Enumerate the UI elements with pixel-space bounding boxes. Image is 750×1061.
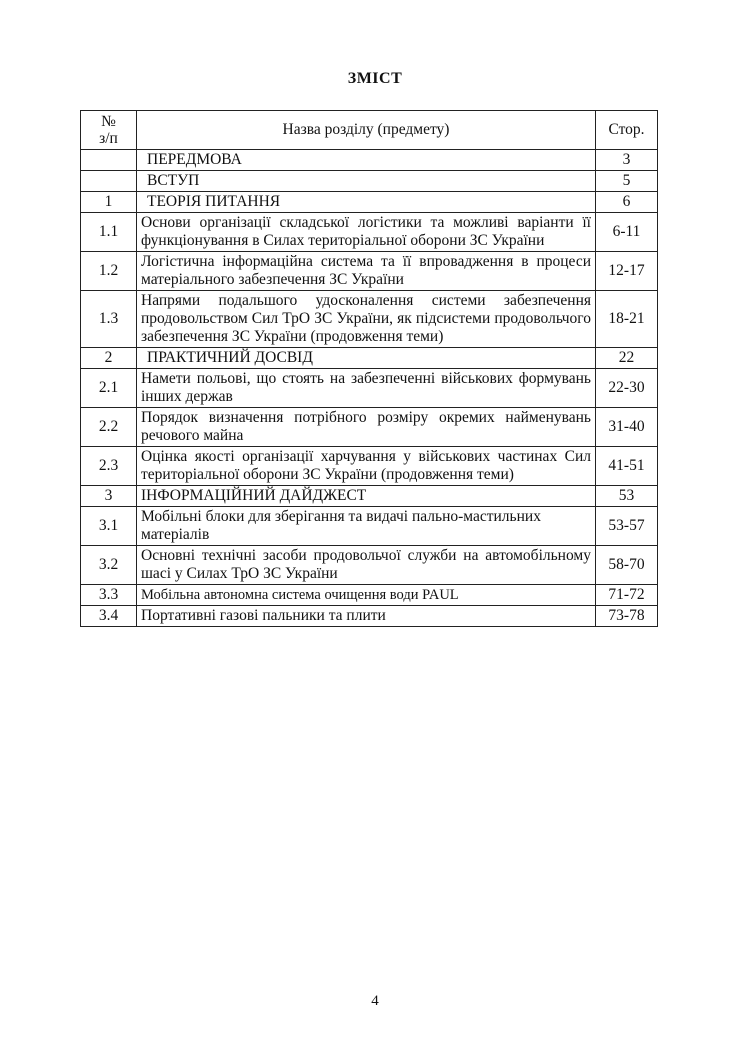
- header-page: Стор.: [596, 111, 658, 150]
- header-section-name: Назва розділу (предмету): [137, 111, 596, 150]
- row-title: ВСТУП: [137, 171, 596, 192]
- table-row: [81, 447, 658, 486]
- row-number: 3.2: [81, 546, 137, 585]
- row-title: ПЕРЕДМОВА: [137, 150, 596, 171]
- row-title: Напрями подальшого удосконалення системи забезпечення продовольством Сил ТрО ЗС України, як підсистеми продовольчого забезпечення ЗС України (продовження теми): [137, 291, 596, 348]
- row-page: 6: [596, 192, 658, 213]
- table-row: [81, 369, 658, 408]
- row-page: 22-30: [596, 369, 658, 408]
- table-row: [81, 585, 658, 606]
- row-number: 2.1: [81, 369, 137, 408]
- header-number: [81, 111, 137, 150]
- table-row: [81, 408, 658, 447]
- row-page: 41-51: [596, 447, 658, 486]
- row-number: [81, 171, 137, 192]
- row-number: 2.2: [81, 408, 137, 447]
- row-title: Основні технічні засоби продовольчої служби на автомобільному шасі у Силах ТрО ЗС України: [137, 546, 596, 585]
- row-page: 71-72: [596, 585, 658, 606]
- table-row: [81, 507, 658, 546]
- row-title: Порядок визначення потрібного розміру окремих найменувань речового майна: [137, 408, 596, 447]
- table-row: [81, 171, 658, 192]
- row-number: 2.3: [81, 447, 137, 486]
- row-number: 3: [81, 486, 137, 507]
- table-header-row: [81, 111, 658, 150]
- row-title: ІНФОРМАЦІЙНИЙ ДАЙДЖЕСТ: [137, 486, 596, 507]
- row-title: Оцінка якості організації харчування у військових частинах Сил територіальної оборони ЗС України (продовження теми): [137, 447, 596, 486]
- row-number: 1.1: [81, 213, 137, 252]
- table-row: [81, 252, 658, 291]
- row-page: 73-78: [596, 606, 658, 627]
- row-number: 3.4: [81, 606, 137, 627]
- row-number: 2: [81, 348, 137, 369]
- row-title: Мобільні блоки для зберігання та видачі пально-мастильних матеріалів: [137, 507, 596, 546]
- row-page: 5: [596, 171, 658, 192]
- row-title: Основи організації складської логістики та можливі варіанти її функціонування в Силах територіальної оборони ЗС України: [137, 213, 596, 252]
- row-page: 12-17: [596, 252, 658, 291]
- row-title: Портативні газові пальники та плити: [137, 606, 596, 627]
- page-title: ЗМІСТ: [347, 70, 403, 87]
- table-row: [81, 213, 658, 252]
- row-number: 3.3: [81, 585, 137, 606]
- header-number-symbol: №: [101, 113, 116, 130]
- table-row: [81, 192, 658, 213]
- page-number: 4: [371, 993, 379, 1009]
- row-page: 22: [596, 348, 658, 369]
- row-page: 31-40: [596, 408, 658, 447]
- row-title: Намети польові, що стоять на забезпеченні військових формувань інших держав: [137, 369, 596, 408]
- table-row: [81, 291, 658, 348]
- row-number: 3.1: [81, 507, 137, 546]
- row-number: 1.2: [81, 252, 137, 291]
- row-number: [81, 150, 137, 171]
- row-title: ТЕОРІЯ ПИТАННЯ: [137, 192, 596, 213]
- table-row: [81, 150, 658, 171]
- row-number: 1.3: [81, 291, 137, 348]
- row-page: 6-11: [596, 213, 658, 252]
- table-row: [81, 348, 658, 369]
- row-page: 18-21: [596, 291, 658, 348]
- row-title: ПРАКТИЧНИЙ ДОСВІД: [137, 348, 596, 369]
- row-page: 3: [596, 150, 658, 171]
- row-page: 53: [596, 486, 658, 507]
- table-row: [81, 606, 658, 627]
- row-number: 1: [81, 192, 137, 213]
- header-number-abbr: з/п: [99, 130, 118, 147]
- row-title: Мобільна автономна система очищення води PAUL: [137, 585, 596, 606]
- table-row: [81, 546, 658, 585]
- row-page: 58-70: [596, 546, 658, 585]
- table-of-contents: [80, 110, 658, 627]
- table-row: [81, 486, 658, 507]
- row-title: Логістична інформаційна система та її впровадження в процеси матеріального забезпечення ЗС України: [137, 252, 596, 291]
- row-page: 53-57: [596, 507, 658, 546]
